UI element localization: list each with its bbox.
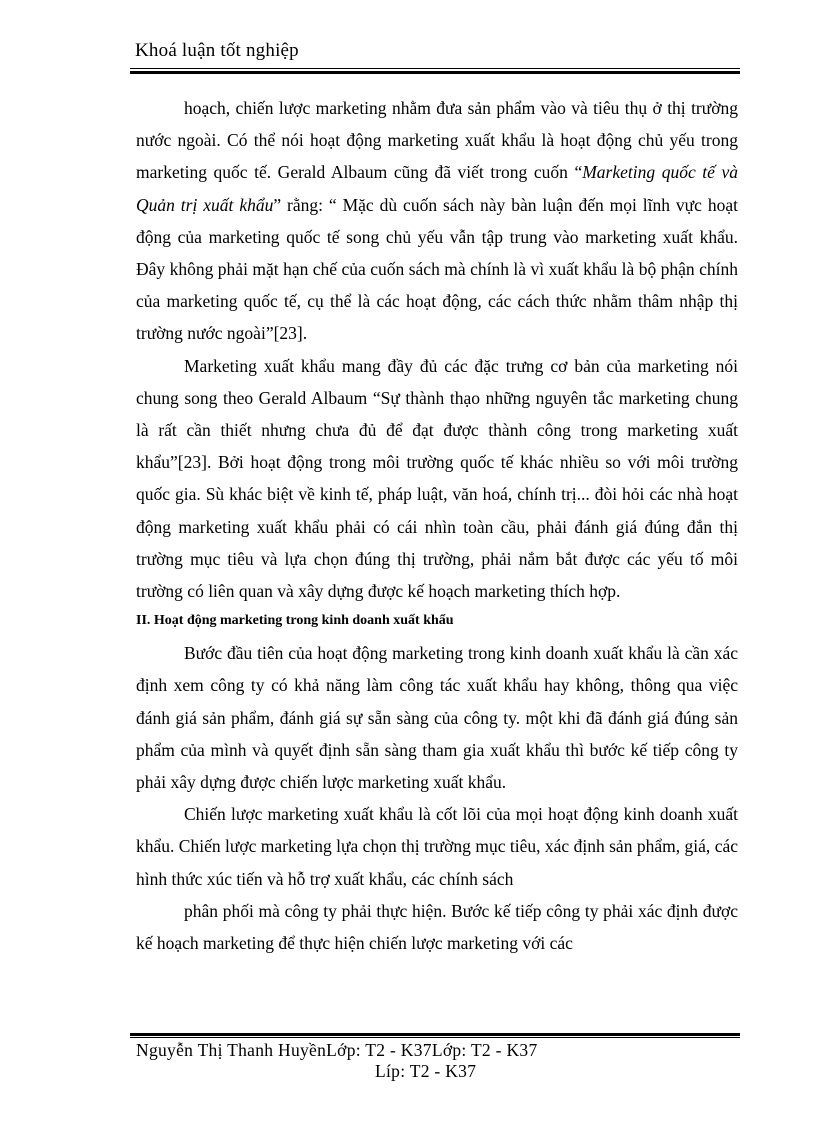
header-title: Khoá luận tốt nghiệp: [135, 40, 299, 61]
paragraph-1-text: hoạch, chiến lược marketing nhằm đưa sản phẩm vào và tiêu thụ ở thị trường nước ngoài. Có thể nói hoạt động marketing xuất khẩu là hoạt động chủ yếu trong marketing quốc tế. Gerald Albaum cũng đã viết trong cuốn: [136, 98, 738, 183]
paragraph-3: Bước đầu tiên của hoạt động marketing trong kinh doanh xuất khẩu là cần xác định xem công ty có khả năng làm công tác xuất khẩu hay không, thông qua việc đánh giá sản phẩm, đánh giá sự sẵn sàng của công ty. một khi đã đánh giá đúng sản phẩm của mình và quyết định sẵn sàng tham gia xuất khẩu thì bước kế tiếp công ty phải xây dựng được chiến lược marketing xuất khẩu.: [136, 643, 738, 793]
header-rule-thin: [130, 68, 740, 69]
footer-author: Nguyễn Thị Thanh HuyềnLớp: T2 - K37Lớp: T2 - K37: [136, 1040, 538, 1060]
paragraph-2: Marketing xuất khẩu mang đầy đủ các đặc trưng cơ bản của marketing nói chung song theo Gerald Albaum “Sự thành thạo những nguyên tắc marketing chung là rất cần thiết nhưng chưa đủ để đạt được thành công trong marketing xuất khẩu”[23]. Bởi hoạt động trong môi trường quốc tế khác nhiều so với môi trường quốc gia. Sù khác biệt về kinh tế, pháp luật, văn hoá, chính trị... đòi hỏi các nhà hoạt động marketing xuất khẩu phải có cái nhìn toàn cầu, phải đánh giá đúng đắn thị trường mục tiêu và lựa chọn đúng thị trường, phải nắm bắt được các yếu tố môi trường có liên quan và xây dựng được kế hoạch marketing thích hợp.: [136, 355, 738, 602]
footer-rule-thin: [130, 1037, 740, 1038]
book-open-quote: “: [574, 162, 583, 183]
paragraph-4: Chiến lược marketing xuất khẩu là cốt lõi của mọi hoạt động kinh doanh xuất khẩu. Chiến lược marketing lựa chọn thị trường mục tiêu, xác định sản phẩm, giá, các hình thức xúc tiến và hỗ trợ xuất khẩu, các chính sách: [136, 804, 738, 889]
paragraph-1-continued: ” rằng: “ Mặc dù cuốn sách này bàn luận đến mọi lĩnh vực hoạt động của marketing quốc tế song chủ yếu vẫn tập trung vào marketing xuất khẩu. Đây không phải mặt hạn chế của cuốn sách mà chính là vì xuất khẩu là bộ phận chính của marketing quốc tế, cụ thể là các hoạt động, các cách thức nhằm thâm nhập thị trường nước ngoài”[23].: [136, 194, 738, 344]
paragraph-5: phân phối mà công ty phải thực hiện. Bước kế tiếp công ty phải xác định được kế hoạch marketing để thực hiện chiến lược marketing với các: [136, 900, 738, 954]
footer-class: Líp: T2 - K37: [375, 1061, 477, 1081]
book-title: Marketing quốc tế và Quản trị xuất khẩu: [136, 162, 739, 215]
footer-rule-thick: [130, 1033, 740, 1036]
section-heading: II. Hoạt động marketing trong kinh doanh xuất khẩu: [136, 613, 454, 629]
document-body: [136, 92, 738, 959]
header-rule-thick: [130, 71, 740, 74]
paragraph-1: [136, 92, 738, 350]
